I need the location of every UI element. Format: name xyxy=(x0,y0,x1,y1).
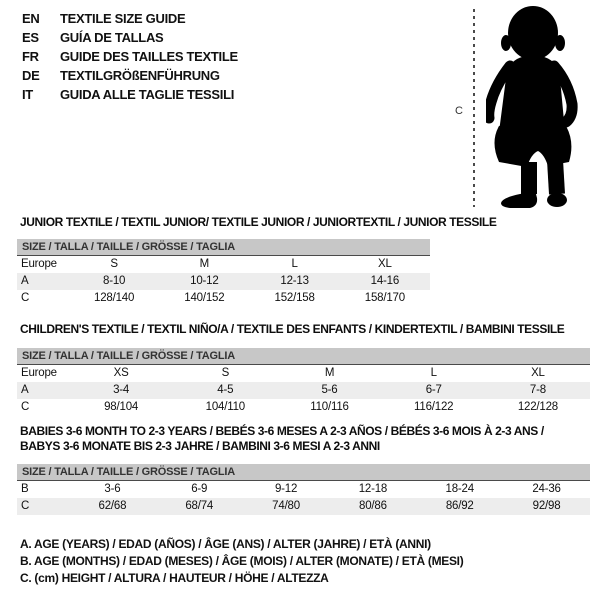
months-cell: 3-6 xyxy=(104,483,121,495)
months-cell: 18-24 xyxy=(445,483,474,495)
age-cell: 8-10 xyxy=(103,275,126,287)
row-label: C xyxy=(21,401,30,413)
table-row-height xyxy=(17,399,590,416)
language-title: TEXTILE SIZE GUIDE xyxy=(60,11,186,26)
size-cell: L xyxy=(430,367,437,379)
language-code: FR xyxy=(22,49,39,64)
children-size-table xyxy=(17,348,590,416)
height-cell: 152/158 xyxy=(274,292,315,304)
language-row-fr xyxy=(22,47,238,66)
size-cell: S xyxy=(221,367,230,379)
language-title: GUIDA ALLE TAGLIE TESSILI xyxy=(60,87,235,102)
language-title: GUIDE DES TAILLES TEXTILE xyxy=(60,49,238,64)
row-label: C xyxy=(21,292,30,304)
row-label: Europe xyxy=(21,258,57,270)
height-cell: 80/86 xyxy=(359,500,387,512)
table-row-age xyxy=(17,382,590,399)
age-cell: 3-4 xyxy=(113,384,130,396)
note-age-months: B. AGE (MONTHS) / EDAD (MESES) / ÂGE (MOIS) / ALTER (MONATE) / ETÀ (MESI) xyxy=(20,554,464,568)
height-cell: 110/116 xyxy=(310,401,349,413)
table-row-europe xyxy=(17,256,430,273)
height-cell: 62/68 xyxy=(98,500,127,512)
language-row-es xyxy=(22,28,238,47)
language-row-it xyxy=(22,85,238,104)
size-cell: M xyxy=(324,367,335,379)
age-cell: 4-5 xyxy=(217,384,234,396)
row-label: C xyxy=(21,500,30,512)
age-cell: 6-7 xyxy=(425,384,442,396)
table-row-height xyxy=(17,290,430,307)
months-cell: 6-9 xyxy=(191,483,208,495)
row-label: A xyxy=(21,384,29,396)
age-cell: 14-16 xyxy=(370,275,400,287)
row-label: A xyxy=(21,275,29,287)
size-cell: S xyxy=(110,258,118,270)
babies-size-table xyxy=(17,464,590,515)
baby-silhouette-icon xyxy=(486,4,578,212)
size-header-bar: SIZE / TALLA / TAILLE / GRÖSSE / TAGLIA xyxy=(17,464,590,481)
age-cell: 10-12 xyxy=(190,275,219,287)
language-row-en xyxy=(22,9,238,28)
height-cell: 158/170 xyxy=(364,292,405,304)
table-row-height xyxy=(17,498,590,515)
height-cell: 98/104 xyxy=(104,401,139,413)
row-label: B xyxy=(21,483,29,495)
babies-table-title-line1: BABIES 3-6 MONTH TO 2-3 YEARS / BEBÉS 3-6 MESES A 2-3 AÑOS / BÉBÉS 3-6 MOIS À 2-3 ANS / xyxy=(20,424,544,438)
height-measure-line xyxy=(473,9,475,207)
height-cell: 128/140 xyxy=(94,292,135,304)
table-row-months xyxy=(17,481,590,498)
note-height-cm: C. (cm) HEIGHT / ALTURA / HAUTEUR / HÖHE / ALTEZZA xyxy=(20,571,329,585)
language-title: TEXTILGRÖßENFÜHRUNG xyxy=(60,68,220,83)
age-cell: 7-8 xyxy=(529,384,546,396)
language-code: EN xyxy=(22,11,40,26)
junior-table-title: JUNIOR TEXTILE / TEXTIL JUNIOR/ TEXTILE JUNIOR / JUNIORTEXTIL / JUNIOR TESSILE xyxy=(20,215,497,229)
language-title: GUÍA DE TALLAS xyxy=(60,30,164,45)
note-age-years: A. AGE (YEARS) / EDAD (AÑOS) / ÂGE (ANS) / ALTER (JAHRE) / ETÀ (ANNI) xyxy=(20,537,431,551)
language-code: ES xyxy=(22,30,39,45)
months-cell: 9-12 xyxy=(274,483,298,495)
language-code: DE xyxy=(22,68,40,83)
height-cell: 74/80 xyxy=(272,500,300,512)
size-cell: XL xyxy=(378,258,392,270)
babies-table-title-line2: BABYS 3-6 MONATE BIS 2-3 JAHRE / BAMBINI 3-6 MESI A 2-3 ANNI xyxy=(20,439,380,453)
size-header-bar: SIZE / TALLA / TAILLE / GRÖSSE / TAGLIA xyxy=(17,348,590,365)
height-measure-label: C xyxy=(455,105,463,117)
height-cell: 122/128 xyxy=(517,401,558,413)
height-cell: 116/122 xyxy=(414,401,454,413)
age-cell: 12-13 xyxy=(280,275,309,287)
size-header-bar: SIZE / TALLA / TAILLE / GRÖSSE / TAGLIA xyxy=(17,239,430,256)
height-cell: 92/98 xyxy=(532,500,561,512)
children-table-title: CHILDREN'S TEXTILE / TEXTIL NIÑO/A / TEXTILE DES ENFANTS / KINDERTEXTIL / BAMBINI TESSILE xyxy=(20,322,565,336)
table-row-age xyxy=(17,273,430,290)
language-list xyxy=(22,9,238,104)
table-row-europe xyxy=(17,365,590,382)
size-cell: XL xyxy=(531,367,545,379)
height-cell: 86/92 xyxy=(445,500,474,512)
height-cell: 140/152 xyxy=(184,292,225,304)
junior-size-table xyxy=(17,239,430,307)
legend-notes xyxy=(20,536,463,587)
language-row-de xyxy=(22,66,238,85)
language-code: IT xyxy=(22,87,33,102)
months-cell: 12-18 xyxy=(358,483,388,495)
row-label: Europe xyxy=(21,367,57,379)
babies-table-title xyxy=(20,424,544,454)
size-cell: M xyxy=(199,258,210,270)
size-cell: XS xyxy=(113,367,129,379)
months-cell: 24-36 xyxy=(532,483,561,495)
age-cell: 5-6 xyxy=(321,384,338,396)
height-cell: 68/74 xyxy=(185,500,214,512)
size-cell: L xyxy=(291,258,298,270)
height-cell: 104/110 xyxy=(205,401,245,413)
